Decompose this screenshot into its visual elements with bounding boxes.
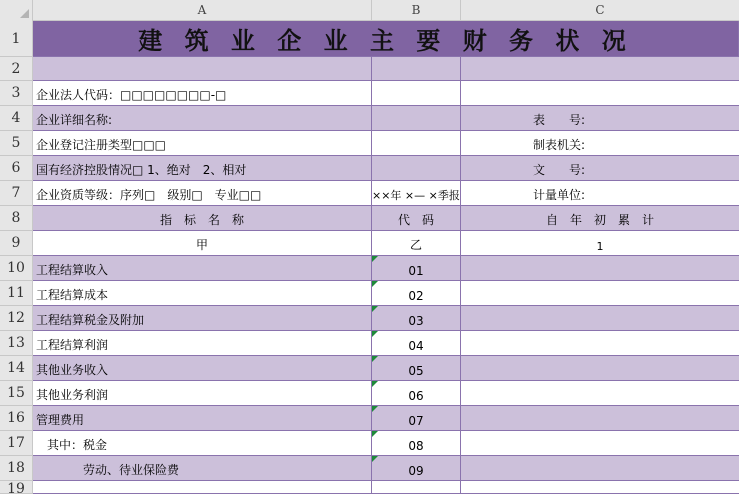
cell-b10[interactable] xyxy=(372,256,461,281)
sheet-row-11 xyxy=(0,281,739,306)
cell-c17[interactable] xyxy=(461,431,739,456)
cell-a13[interactable]: 工程结算利润 xyxy=(33,331,372,356)
sheet-row-10 xyxy=(0,256,739,281)
cell-c4[interactable]: 表 号: xyxy=(461,106,739,131)
cell-b5[interactable] xyxy=(372,131,461,156)
row-header[interactable]: 7 xyxy=(0,181,33,206)
cell-a14[interactable]: 其他业务收入 xyxy=(33,356,372,381)
cell-c3[interactable] xyxy=(461,81,739,106)
cell-a18[interactable]: 劳动、待业保险费 xyxy=(33,456,372,481)
cell-b19[interactable] xyxy=(372,481,461,494)
cell-c8-ytd-header[interactable]: 自 年 初 累 计 xyxy=(461,206,739,231)
code-value: 09 xyxy=(408,464,424,478)
cell-a17[interactable]: 其中：税金 xyxy=(33,431,372,456)
cell-c13[interactable] xyxy=(461,331,739,356)
cell-a2[interactable] xyxy=(33,57,372,81)
cell-c15[interactable] xyxy=(461,381,739,406)
cell-c7[interactable]: 计量单位: xyxy=(461,181,739,206)
sheet-title: 建 筑 业 企 业 主 要 财 务 状 况 xyxy=(138,27,633,55)
row-header[interactable]: 2 xyxy=(0,57,33,81)
cell-b2[interactable] xyxy=(372,57,461,81)
cell-b6[interactable] xyxy=(372,156,461,181)
row-header[interactable]: 10 xyxy=(0,256,33,281)
cell-c19[interactable] xyxy=(461,481,739,494)
row-header[interactable]: 4 xyxy=(0,106,33,131)
row-header[interactable]: 19 xyxy=(0,481,33,494)
comment-marker-icon xyxy=(372,331,378,337)
row-header[interactable]: 17 xyxy=(0,431,33,456)
column-header-b[interactable]: B xyxy=(372,0,461,21)
row-header[interactable]: 5 xyxy=(0,131,33,156)
cell-a3[interactable]: 企业法人代码：□□□□□□□□-□ xyxy=(33,81,372,106)
cell-b16[interactable] xyxy=(372,406,461,431)
cell-b11[interactable] xyxy=(372,281,461,306)
cell-b9[interactable]: 乙 xyxy=(372,231,461,256)
cell-c16[interactable] xyxy=(461,406,739,431)
select-all-triangle-icon xyxy=(20,9,29,18)
row-header[interactable]: 6 xyxy=(0,156,33,181)
cell-a6[interactable]: 国有经济控股情况□ 1、绝对 2、相对 xyxy=(33,156,372,181)
row-header[interactable]: 14 xyxy=(0,356,33,381)
sheet-row-14 xyxy=(0,356,739,381)
sheet-row-3 xyxy=(0,81,739,106)
sheet-row-9 xyxy=(0,231,739,256)
cell-b17[interactable] xyxy=(372,431,461,456)
row-header[interactable]: 12 xyxy=(0,306,33,331)
cell-b13[interactable] xyxy=(372,331,461,356)
code-value: 02 xyxy=(408,289,424,303)
cell-b4[interactable] xyxy=(372,106,461,131)
column-header-a[interactable]: A xyxy=(33,0,372,21)
row-header[interactable]: 13 xyxy=(0,331,33,356)
cell-a5[interactable]: 企业登记注册类型□□□ xyxy=(33,131,372,156)
cell-c14[interactable] xyxy=(461,356,739,381)
cell-c6[interactable]: 文 号: xyxy=(461,156,739,181)
column-header-bar xyxy=(0,0,739,21)
comment-marker-icon xyxy=(372,406,378,412)
cell-c2[interactable] xyxy=(461,57,739,81)
cell-a15[interactable]: 其他业务利润 xyxy=(33,381,372,406)
sheet-row-6 xyxy=(0,156,739,181)
column-header-c[interactable]: C xyxy=(595,3,605,17)
sheet-row-13 xyxy=(0,331,739,356)
cell-c10[interactable] xyxy=(461,256,739,281)
code-value: 06 xyxy=(408,389,424,403)
sheet-row-7 xyxy=(0,181,739,206)
code-value: 08 xyxy=(408,439,424,453)
row-header[interactable]: 15 xyxy=(0,381,33,406)
sheet-row-1 xyxy=(0,21,739,57)
cell-c9[interactable]: 1 xyxy=(461,231,739,256)
cell-a11[interactable]: 工程结算成本 xyxy=(33,281,372,306)
cell-b12[interactable] xyxy=(372,306,461,331)
select-all-corner[interactable] xyxy=(0,0,33,21)
cell-a16[interactable]: 管理费用 xyxy=(33,406,372,431)
code-value: 03 xyxy=(408,314,424,328)
cell-c11[interactable] xyxy=(461,281,739,306)
comment-marker-icon xyxy=(372,306,378,312)
sheet-row-12 xyxy=(0,306,739,331)
cell-c12[interactable] xyxy=(461,306,739,331)
comment-marker-icon xyxy=(372,431,378,437)
sheet-row-18 xyxy=(0,456,739,481)
sheet-row-8 xyxy=(0,206,739,231)
row-header[interactable]: 8 xyxy=(0,206,33,231)
row-header[interactable]: 9 xyxy=(0,231,33,256)
row-header[interactable]: 18 xyxy=(0,456,33,481)
cell-a12[interactable]: 工程结算税金及附加 xyxy=(33,306,372,331)
sheet-row-19 xyxy=(0,481,739,494)
sheet-row-2 xyxy=(0,57,739,81)
comment-marker-icon xyxy=(372,456,378,462)
title-cell[interactable] xyxy=(33,21,739,57)
cell-c5[interactable]: 制表机关: xyxy=(461,131,739,156)
cell-c18[interactable] xyxy=(461,456,739,481)
comment-marker-icon xyxy=(372,281,378,287)
comment-marker-icon xyxy=(372,256,378,262)
code-value: 01 xyxy=(408,264,424,278)
sheet-row-16 xyxy=(0,406,739,431)
cell-a9[interactable]: 甲 xyxy=(33,231,372,256)
code-value: 04 xyxy=(408,339,424,353)
comment-marker-icon xyxy=(372,381,378,387)
cell-a10[interactable]: 工程结算收入 xyxy=(33,256,372,281)
sheet-row-17 xyxy=(0,431,739,456)
row-header[interactable]: 3 xyxy=(0,81,33,106)
sheet-row-15 xyxy=(0,381,739,406)
cell-a19[interactable] xyxy=(33,481,372,494)
cell-a7[interactable]: 企业资质等级：序列□ 级别□ 专业□□ xyxy=(33,181,372,206)
row-header[interactable]: 16 xyxy=(0,406,33,431)
cell-b18[interactable] xyxy=(372,456,461,481)
cell-a8-indicator-header[interactable]: 指 标 名 称 xyxy=(33,206,372,231)
cell-b3[interactable] xyxy=(372,81,461,106)
sheet-row-5 xyxy=(0,131,739,156)
cell-b15[interactable] xyxy=(372,381,461,406)
sheet-row-4 xyxy=(0,106,739,131)
comment-marker-icon xyxy=(372,356,378,362)
cell-b7[interactable]: ××年 ×— ×季报 xyxy=(372,181,461,206)
cell-b8-code-header[interactable]: 代 码 xyxy=(372,206,461,231)
cell-b14[interactable] xyxy=(372,356,461,381)
cell-a4[interactable]: 企业详细名称: xyxy=(33,106,372,131)
code-value: 07 xyxy=(408,414,424,428)
row-header[interactable]: 11 xyxy=(0,281,33,306)
row-header[interactable]: 1 xyxy=(0,21,33,57)
code-value: 05 xyxy=(408,364,424,378)
